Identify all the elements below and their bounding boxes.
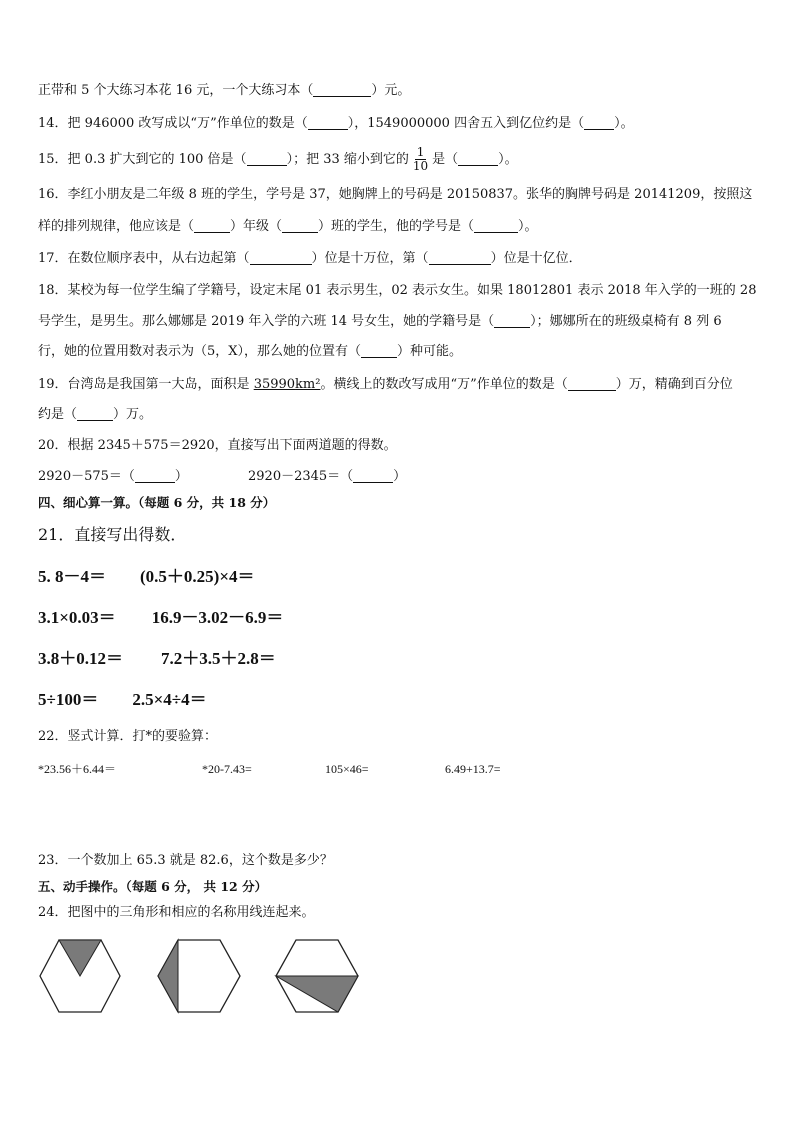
question-20-expr2: 2920－2345＝（ ） bbox=[248, 469, 407, 484]
hexagon-figure-1 bbox=[38, 938, 122, 1014]
answer-blank[interactable] bbox=[361, 343, 397, 358]
question-22: 22．竖式计算．打*的要验算： bbox=[38, 729, 218, 744]
calc-row-1: 5. 8－4＝ (0.5＋0.25)×4＝ bbox=[38, 567, 255, 586]
question-20-expr1: 2920－575＝（ ） bbox=[38, 469, 188, 484]
question-23: 23．一个数加上 65.3 就是 82.6，这个数是多少？ bbox=[38, 853, 333, 868]
answer-blank[interactable] bbox=[308, 115, 348, 130]
vertical-calc-2: *20-7.43= bbox=[202, 762, 252, 776]
answer-blank[interactable] bbox=[494, 313, 530, 328]
answer-blank[interactable] bbox=[568, 376, 616, 391]
question-18-line3: 行，她的位置用数对表示为（5，X），那么她的位置有（ ）种可能。 bbox=[38, 344, 463, 359]
vertical-calc-3: 105×46= bbox=[325, 762, 369, 776]
section-5-heading: 五、动手操作。（每题 6 分， 共 12 分） bbox=[38, 879, 268, 894]
question-17: 17．在数位顺序表中，从右边起第（ ）位是十万位，第（ ）位是十亿位． bbox=[38, 251, 582, 266]
answer-blank[interactable] bbox=[247, 151, 287, 166]
question-21: 21．直接写出得数． bbox=[38, 525, 187, 544]
vertical-calc-4: 6.49+13.7= bbox=[445, 762, 501, 776]
calc-row-4: 5÷100＝ 2.5×4÷4＝ bbox=[38, 690, 207, 709]
answer-blank[interactable] bbox=[194, 218, 230, 233]
question-15: 15．把 0.3 扩大到它的 100 倍是（ ）；把 33 缩小到它的 $\frac{1}{10}$ 是（ ）。 bbox=[38, 145, 518, 173]
question-20: 20．根据 2345＋575＝2920，直接写出下面两道题的得数。 bbox=[38, 438, 397, 453]
answer-blank[interactable] bbox=[429, 250, 491, 265]
hexagon-figure-2 bbox=[156, 938, 242, 1014]
hexagon-figure-3 bbox=[274, 938, 360, 1014]
area-unit: km² bbox=[295, 377, 321, 392]
answer-blank[interactable] bbox=[250, 250, 312, 265]
section-4-heading: 四、细心算一算。（每题 6 分，共 18 分） bbox=[38, 495, 276, 510]
question-19-line2: 约是（ ）万。 bbox=[38, 407, 153, 422]
answer-blank[interactable] bbox=[282, 218, 318, 233]
answer-blank[interactable] bbox=[458, 151, 498, 166]
question-18-line2: 号学生，是男生。那么娜娜是 2019 年入学的六班 14 号女生，她的学籍号是（ ）；娜娜所在的班级桌椅有 8 列 6 bbox=[38, 314, 722, 329]
question-18-line1: 18．某校为每一位学生编了学籍号，设定末尾 01 表示男生，02 表示女生。如果 18012801 表示 2018 年入学的一班的 28 bbox=[38, 283, 757, 298]
question-16-line2: 样的排列规律，他应该是（ ）年级（ ）班的学生，他的学号是（ ）。 bbox=[38, 219, 538, 234]
question-14: 14．把 946000 改写成以“万”作单位的数是（ ），1549000000 四舍五入到亿位约是（ ）。 bbox=[38, 116, 634, 131]
answer-blank[interactable] bbox=[353, 468, 393, 483]
answer-blank[interactable] bbox=[77, 406, 113, 421]
calc-row-3: 3.8＋0.12＝ 7.2＋3.5＋2.8＝ bbox=[38, 649, 276, 668]
fraction-one-tenth: $\frac{1}{10}$ bbox=[412, 145, 429, 173]
question-13-tail: 正带和 5 个大练习本花 16 元，一个大练习本（ ）元。 bbox=[38, 83, 411, 98]
question-16-line1: 16．李红小朋友是二年级 8 班的学生，学号是 37，她胸牌上的号码是 20150837。张华的胸牌号码是 20141209，按照这 bbox=[38, 187, 753, 202]
calc-row-2: 3.1×0.03＝ 16.9－3.02－6.9＝ bbox=[38, 608, 284, 627]
answer-blank[interactable] bbox=[313, 82, 371, 97]
answer-blank[interactable] bbox=[474, 218, 518, 233]
area-value: 35990 bbox=[253, 377, 296, 392]
question-24: 24．把图中的三角形和相应的名称用线连起来。 bbox=[38, 905, 315, 920]
answer-blank[interactable] bbox=[584, 115, 614, 130]
vertical-calc-1: *23.56＋6.44＝ bbox=[38, 762, 117, 776]
answer-blank[interactable] bbox=[135, 468, 175, 483]
question-19-line1: 19．台湾岛是我国第一大岛，面积是 35990km²。横线上的数改写成用“万”作单位的数是（ ）万，精确到百分位 bbox=[38, 377, 733, 392]
